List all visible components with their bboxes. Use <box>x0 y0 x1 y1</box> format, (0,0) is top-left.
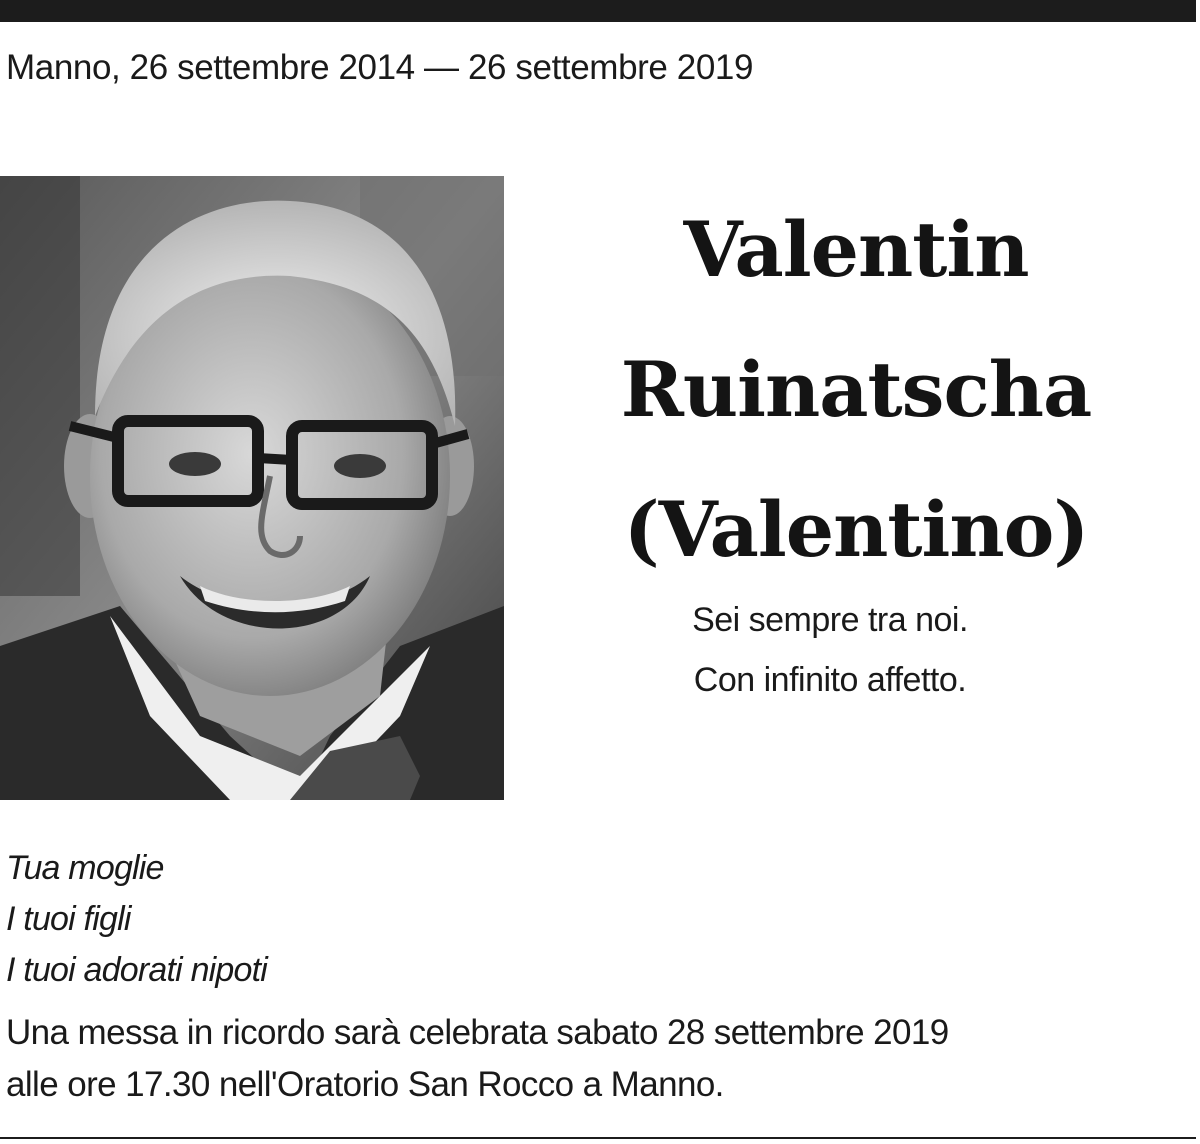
dedication <box>570 590 1090 710</box>
mass-notice-line-2: alle ore 17.30 nell'Oratorio San Rocco a Manno. <box>6 1065 724 1104</box>
mourners-list <box>6 843 267 996</box>
mourner-children: I tuoi figli <box>6 900 131 938</box>
last-name: Ruinatscha <box>620 345 1092 434</box>
dedication-line-1: Sei sempre tra noi. <box>692 601 968 639</box>
dedication-line-2: Con infinito affetto. <box>693 661 967 699</box>
mourner-wife: Tua moglie <box>6 849 164 887</box>
mourner-grandchildren: I tuoi adorati nipoti <box>6 951 268 989</box>
bottom-rule <box>0 1137 1196 1139</box>
first-name: Valentin <box>683 205 1029 294</box>
portrait-photo <box>0 176 504 800</box>
deceased-name <box>516 180 1196 600</box>
dateline: Manno, 26 settembre 2014 — 26 settembre 2019 <box>6 48 754 87</box>
mass-notice-line-1: Una messa in ricordo sarà celebrata sabato 28 settembre 2019 <box>6 1013 949 1052</box>
nickname: (Valentino) <box>623 485 1089 574</box>
top-rule <box>0 0 1196 22</box>
mass-notice <box>6 1007 949 1111</box>
portrait-illustration <box>0 176 504 800</box>
